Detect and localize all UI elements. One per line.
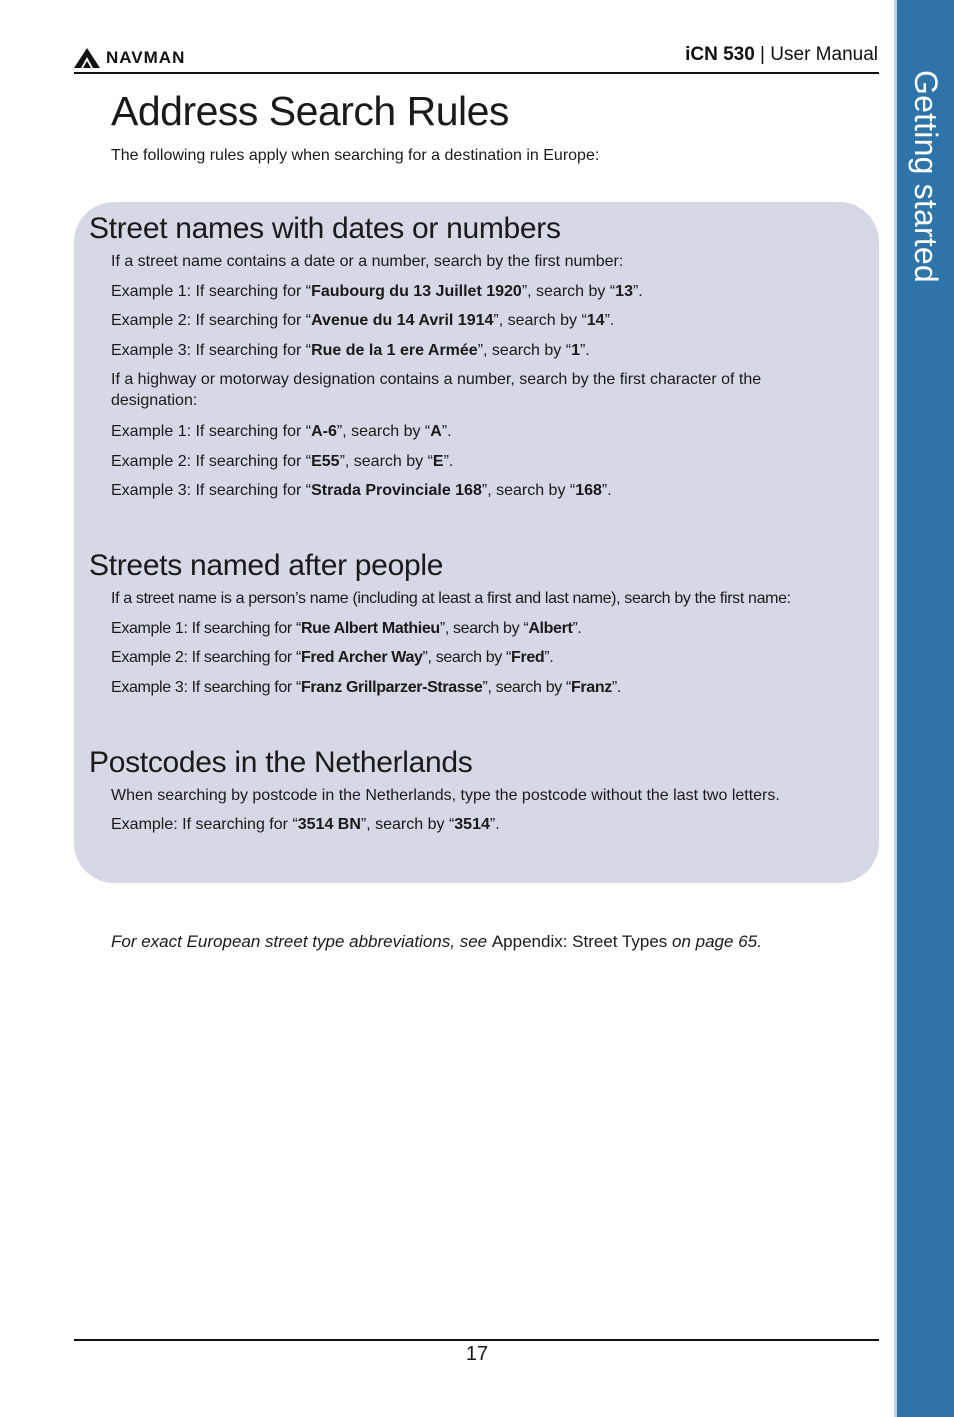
search-term: E55	[311, 453, 340, 470]
page-intro: The following rules apply when searching for a destination in Europe:	[111, 147, 600, 164]
chapter-tab-label: Getting started	[908, 70, 944, 283]
search-key: Albert	[528, 620, 573, 637]
section-intro: If a street name is a person’s name (including at least a first and last name), search by the first name:	[111, 590, 791, 607]
section-intro: If a street name contains a date or a number, search by the first number:	[111, 253, 624, 270]
search-term: 3514 BN	[297, 816, 361, 833]
doc-name: User Manual	[770, 44, 878, 65]
search-term: Franz Grillparzer-Strasse	[300, 679, 483, 696]
example-line: Example 3: If searching for “Rue de la 1 ere Armée”, search by “1”.	[111, 342, 590, 359]
search-term: Rue Albert Mathieu	[300, 620, 440, 637]
search-term: Avenue du 14 Avril 1914	[311, 312, 494, 329]
search-term: Strada Provinciale 168	[311, 482, 482, 499]
page-title: Address Search Rules	[111, 88, 509, 134]
example-line: Example 2: If searching for “Avenue du 14 Avril 1914”, search by “14”.	[111, 312, 615, 329]
search-key: 168	[575, 482, 602, 499]
rules-panel	[74, 202, 879, 883]
example-line: Example 2: If searching for “E55”, search by “E”.	[111, 453, 454, 470]
section-heading: Streets named after people	[89, 549, 444, 582]
search-term: Faubourg du 13 Juillet 1920	[311, 283, 522, 300]
section-intro: When searching by postcode in the Netherlands, type the postcode without the last two letters.	[111, 787, 780, 804]
appendix-reference: Appendix: Street Types	[491, 932, 668, 951]
page-number: 17	[465, 1343, 489, 1365]
header-separator: |	[754, 44, 771, 65]
search-term: Fred Archer Way	[300, 649, 423, 666]
footer-rule	[74, 1339, 879, 1341]
search-term: Rue de la 1 ere Armée	[311, 342, 478, 359]
model-name: iCN 530	[685, 44, 755, 65]
example-line: Example 3: If searching for “Strada Provinciale 168”, search by “168”.	[111, 482, 612, 499]
footnote: For exact European street type abbreviations, see Appendix: Street Types on page 65.	[111, 932, 762, 951]
example-line: Example 3: If searching for “Franz Grillparzer-Strasse”, search by “Franz”.	[111, 679, 621, 696]
search-key: 1	[571, 342, 580, 359]
section-heading: Postcodes in the Netherlands	[89, 746, 473, 779]
search-key: A	[430, 423, 442, 440]
example-line: Example 1: If searching for “A-6”, search by “A”.	[111, 423, 452, 440]
section-heading: Street names with dates or numbers	[89, 212, 561, 245]
search-key: E	[432, 453, 444, 470]
navman-logo	[74, 48, 185, 68]
brand-name: NAVMAN	[106, 48, 186, 67]
document-title	[685, 44, 878, 66]
chapter-tab	[894, 0, 954, 1417]
search-term: A-6	[311, 423, 337, 440]
example-line: Example 1: If searching for “Faubourg du 13 Juillet 1920”, search by “13”.	[111, 283, 643, 300]
search-key: Franz	[570, 679, 612, 696]
search-key: 14	[586, 312, 605, 329]
section-intro-2: If a highway or motorway designation contains a number, search by the first character of the designation:	[111, 371, 762, 409]
example-line: Example 1: If searching for “Rue Albert Mathieu”, search by “Albert”.	[111, 620, 582, 637]
example-line: Example: If searching for “3514 BN”, search by “3514”.	[111, 816, 500, 833]
example-line: Example 2: If searching for “Fred Archer Way”, search by “Fred”.	[111, 649, 554, 666]
search-key: 13	[615, 283, 633, 300]
search-key: Fred	[511, 649, 545, 666]
header-rule	[74, 72, 879, 74]
navman-logo-icon	[74, 48, 100, 68]
search-key: 3514	[454, 816, 490, 833]
